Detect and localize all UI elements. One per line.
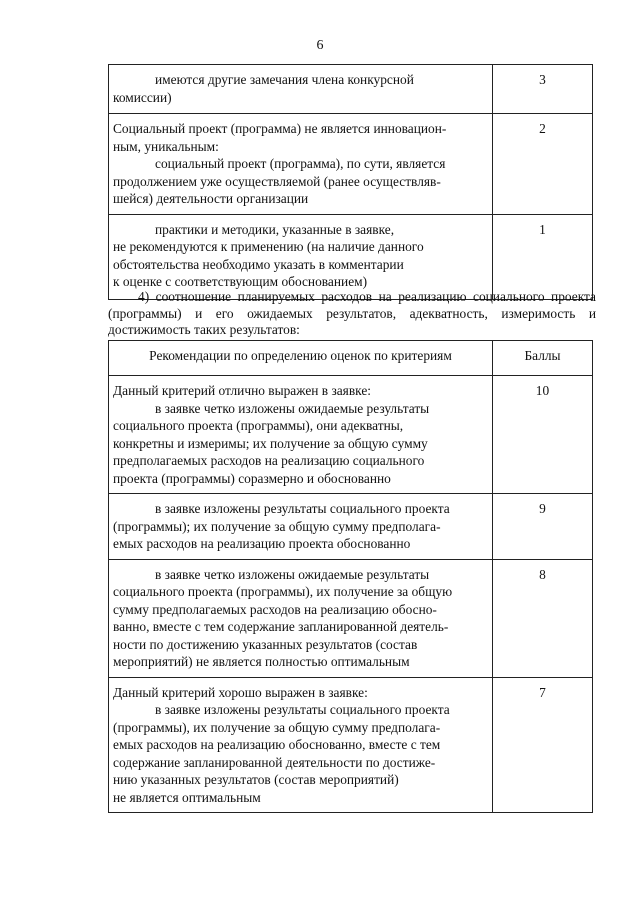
criteria-line: продолжением уже осуществляемой (ранее осуществляв- — [113, 173, 441, 189]
criterion-4-paragraph: 4) соотношение планируемых расходов на реализацию социального проекта (программы) и его ожидаемых результатов, адекватность, измеримость и достижимость таких результатов: — [108, 289, 596, 337]
criteria-line: нию указанных результатов (состав мероприятий) — [113, 772, 399, 787]
table-row — [109, 376, 593, 494]
criteria-line: имеются другие замечания члена конкурсной — [155, 72, 414, 87]
criteria-line: практики и методики, указанные в заявке, — [155, 221, 395, 237]
criteria-line: емых расходов на реализацию обоснованно, вместе с тем — [113, 737, 441, 752]
page-number: 6 — [316, 38, 324, 53]
header-criteria: Рекомендации по определению оценок по критериям — [109, 341, 493, 376]
criteria-cell — [109, 494, 493, 560]
table-row — [109, 65, 593, 114]
criteria-line: шейся) деятельности организации — [113, 191, 309, 206]
criteria-line: сумму предполагаемых расходов на реализацию обосно- — [113, 601, 437, 617]
criteria-line: Данный критерий отлично выражен в заявке: — [113, 383, 371, 398]
score-cell: 7 — [493, 677, 593, 813]
criteria-cell — [109, 114, 493, 215]
criteria-line: проекта (программы) соразмерно и обоснованно — [113, 470, 391, 486]
criteria-line: не является оптимальным — [113, 789, 261, 805]
criteria-line: в заявке четко изложены ожидаемые результаты — [155, 400, 430, 416]
criteria-line: мероприятий) не является полностью оптимальным — [113, 654, 410, 669]
table-row — [109, 114, 593, 215]
table-row — [109, 677, 593, 813]
header-score: Баллы — [493, 341, 593, 376]
criteria-line: социальный проект (программа), по сути, является — [155, 156, 446, 171]
score-cell: 2 — [493, 114, 593, 215]
criteria-line: конкретны и измеримы; их получение за общую сумму — [113, 435, 428, 451]
criteria-line: (программы), их получение за общую сумму предполага- — [113, 719, 441, 735]
criteria-cell — [109, 376, 493, 494]
score-cell: 8 — [493, 559, 593, 677]
criteria-line: ности по достижению указанных результатов (состав — [113, 636, 418, 652]
table-header-row — [109, 341, 593, 376]
criteria-line: ным, уникальным: — [113, 138, 219, 154]
criteria-line: в заявке четко изложены ожидаемые результаты — [155, 566, 430, 582]
table-row — [109, 494, 593, 560]
criteria-cell — [109, 214, 493, 299]
criteria-table-4 — [108, 340, 593, 813]
criteria-line: Данный критерий хорошо выражен в заявке: — [113, 684, 368, 700]
criteria-line: социального проекта (программы), их получение за общую — [113, 584, 453, 599]
criteria-line: (программы); их получение за общую сумму предполага- — [113, 518, 441, 534]
table-row — [109, 559, 593, 677]
criteria-line: в заявке изложены результаты социального проекта — [155, 702, 450, 717]
score-cell: 1 — [493, 214, 593, 299]
criteria-line: предполагаемых расходов на реализацию социального — [113, 453, 425, 468]
criteria-line: ванно, вместе с тем содержание запланированной деятель- — [113, 619, 449, 634]
criteria-line: Социальный проект (программа) не является инновацион- — [113, 121, 447, 136]
criteria-cell — [109, 559, 493, 677]
criteria-line: комиссии) — [113, 89, 172, 105]
criteria-cell — [109, 65, 493, 114]
score-cell: 10 — [493, 376, 593, 494]
criteria-line: содержание запланированной деятельности по достиже- — [113, 754, 436, 770]
score-cell: 3 — [493, 65, 593, 114]
criteria-line: социального проекта (программы), они адекватны, — [113, 418, 404, 433]
criteria-line: не рекомендуются к применению (на наличие данного — [113, 239, 424, 254]
criteria-line: обстоятельства необходимо указать в комментарии — [113, 256, 404, 272]
criteria-table-continued — [108, 64, 593, 300]
criteria-line: в заявке изложены результаты социального проекта — [155, 501, 450, 516]
criteria-line: емых расходов на реализацию проекта обоснованно — [113, 536, 411, 551]
table-row — [109, 214, 593, 299]
score-cell: 9 — [493, 494, 593, 560]
criteria-cell — [109, 677, 493, 813]
criteria-line: к оценке с соответствующим обоснованием) — [113, 274, 368, 289]
